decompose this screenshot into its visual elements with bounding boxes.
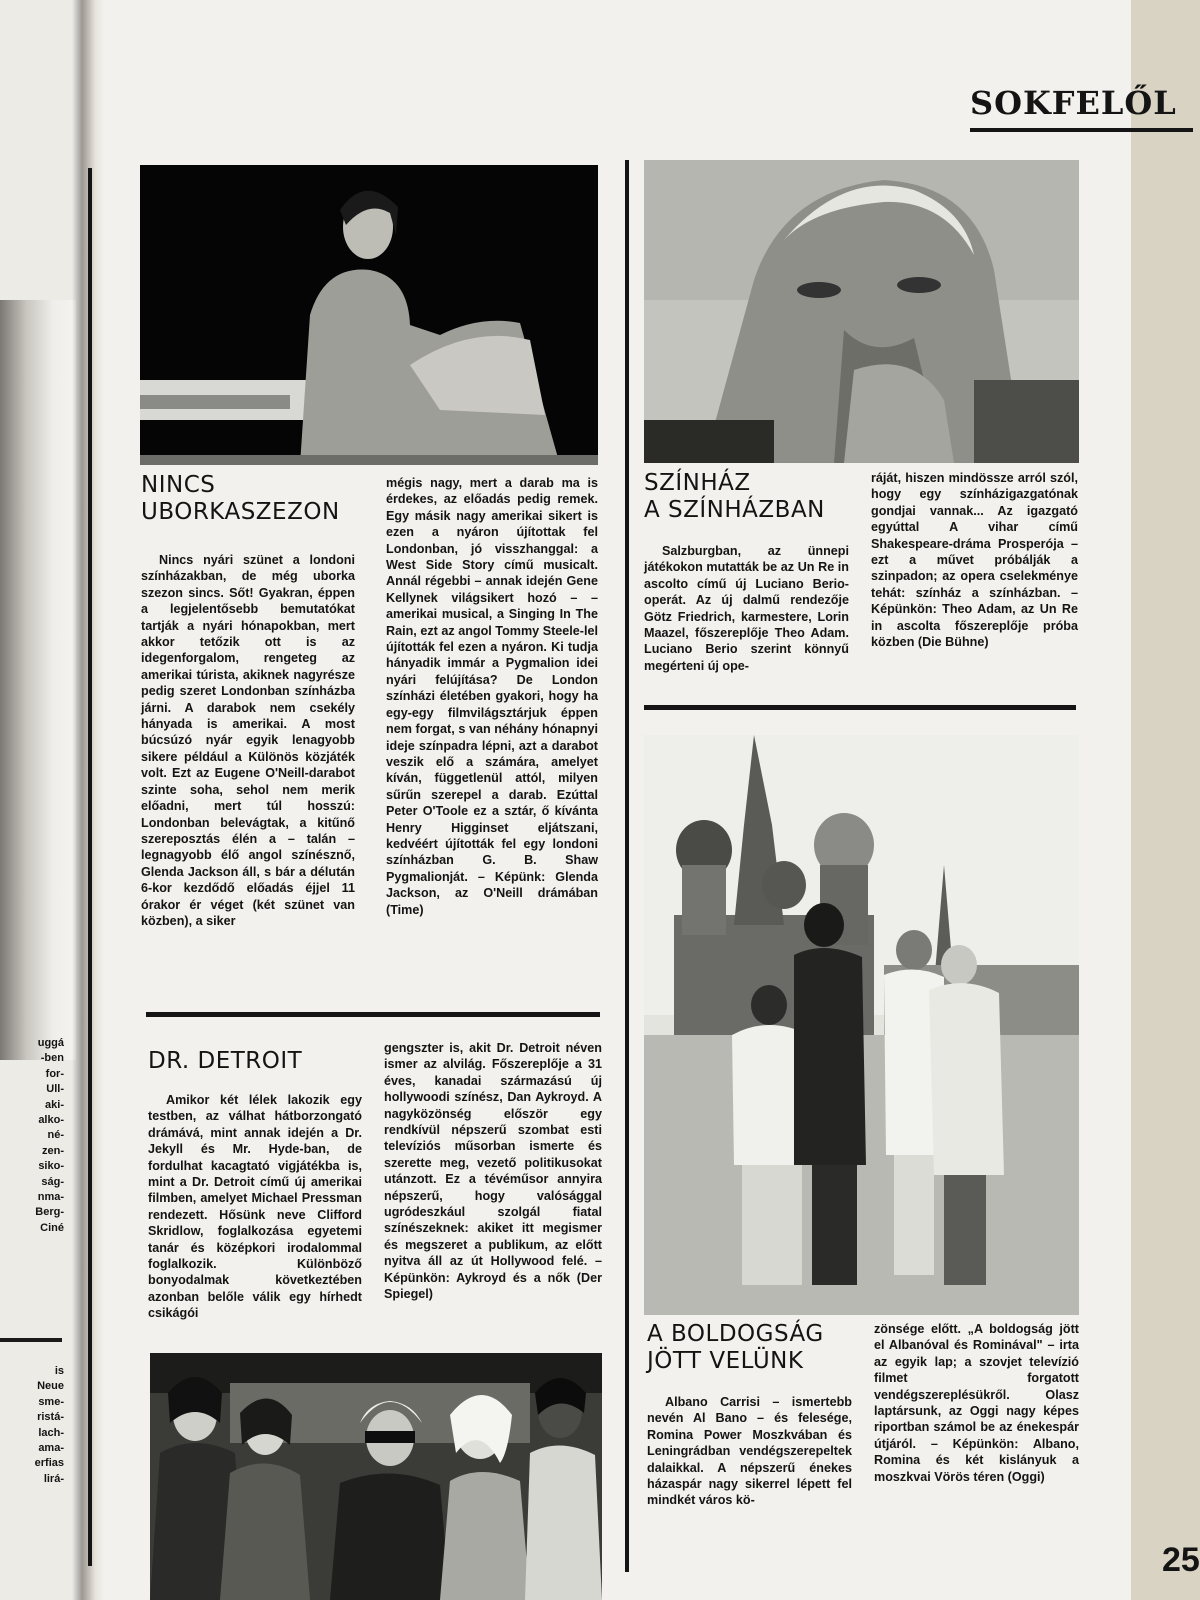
section-title: SOKFELŐL xyxy=(970,84,1177,122)
glenda-jackson-photo xyxy=(140,165,598,465)
article-body-szinhaz-col1: Salzburgban, az ünnepi játékokon mutatták be az Un Re in ascolto című új Luciano Berio-operát. Az új dalmű rendezője Götz Friedrich, karmestere, Lorin Maazel, főszereplője Theo Adam. Luciano Berio szerint könnyű megérteni új ope- xyxy=(644,544,849,673)
binding-gutter xyxy=(82,0,104,1600)
article-headline-dr-detroit: DR. DETROIT xyxy=(148,1048,303,1074)
page-number: 25 xyxy=(1162,1541,1200,1579)
article-body-dr-detroit-col1: Amikor két lélek lakozik egy testben, az válhat hátborzongató drámává, mint annak idején a Dr. Jekyll és Mr. Hyde-ban, de fordulhat kacagtató vigjátékba is, mint a Dr. Detroit című új amerikai filmben, amelyet Michael Pressman rendezett. Hősünk neve Clifford Skridlow, foglalkozása egyetemi tanár és középkori irodalommal foglalkozik. Különböző bonyodalmak következtében azonban belőle válik egy hírhedt csikágói xyxy=(148,1093,362,1321)
divider-rule xyxy=(146,1012,600,1017)
article-body-dr-detroit-col2: gengszter is, akit Dr. Detroit néven ismer az alvilág. Főszereplője a 31 éves, kanadai származású új hollywoodi színész, Dan Aykroyd. A nagyközönség először egy rendkívül népszerű szombat esti televíziós műsorban ismerte és szerette meg, vezető politikusokat utánzott. Ez a tévéműsor annyira népszerű, hogy valósággal ugródeszkául szolgál fiatal színészeknek: akiket itt megismer és megszeret a publikum, az előtt nyitva áll az út Hollywood felé. – Képünkön: Aykroyd és a nők (Der Spiegel) xyxy=(384,1041,602,1302)
article-body-boldogsag-col2: zönsége előtt. „A boldogság jött el Albanóval és Rominával" – irta az egyik lap; a szovjet televízió filmet forgatott vendégszereplésükről. Olasz laptársunk, az Oggi nagy képes riportban számol be az énekespár útjáról. – Képünkön: Albano, Romina és két kislányuk a moszkvai Vörös téren (Oggi) xyxy=(874,1322,1079,1484)
article-headline-szinhaz: SZÍNHÁZ A SZÍNHÁZBAN xyxy=(644,470,825,523)
article-headline-boldogsag: A BOLDOGSÁG JÖTT VELÜNK xyxy=(647,1321,824,1374)
red-square-photo xyxy=(644,735,1079,1315)
previous-page-rule xyxy=(0,1338,62,1342)
divider-rule-right xyxy=(644,705,1076,710)
theo-adam-photo xyxy=(644,160,1079,463)
magazine-page xyxy=(104,0,1200,1600)
article-headline-uborkaszezon: NINCS UBORKASZEZON xyxy=(141,472,340,525)
previous-page-text-top: uggá -ben for- Ull- aki- alko- né- zen- siko- ság- nma- Berg- Ciné xyxy=(35,1037,64,1234)
article-body-boldogsag-col1: Albano Carrisi – ismertebb nevén Al Bano – és felesége, Romina Power Moszkvában és Leningrádban vendégszerepeltek dalaikkal. A népszerű énekes házaspár nagy sikerrel lépett fel mindkét város kö- xyxy=(647,1395,852,1508)
section-title-rule xyxy=(970,128,1193,132)
article-body-uborkaszezon-col2: mégis nagy, mert a darab ma is érdekes, az előadás pedig remek. Egy másik nagy amerikai sikert is ezen a nyáron újítottak fel Londonban, jó visszhanggal: a West Side Story című musicalt. Annál régebbi – annak idején Gene Kellynek világsikert hozó – – amerikai musical, a Singing In The Rain, ezt az angol Tommy Steele-lel újították fel ezen a nyáron. Ki tudja hányadik immár a Pygmalion idei nyári felújítása? De London színházi életében gyakori, hogy ha egy-egy filmvilágsztárjuk éppen nem forgat, s van néhány hónapnyi ideje színpadra lépni, azt a darabot veszik elő a számára, amelyet kíván, függetlenül attól, milyen sűrűn szerepel a darab. Ezúttal Peter O'Toole ez a sztár, ő kívánta Henry Higginset eljátszani, kedvéért újították fel egy londoni színházban G. B. Shaw Pygmalionját. – Képünk: Glenda Jackson, az O'Neill drámában (Time) xyxy=(386,476,598,917)
dr-detroit-photo xyxy=(150,1353,602,1600)
article-body-uborkaszezon-col1: Nincs nyári szünet a londoni színházakban, de még uborka szezon sincs. Sőt! Gyakran, éppen a legjelentősebb bemutatókat tartják a nyári hónapokban, mert akkor tetőzik ott is az idegenforgalom, rengeteg az amerikai túrista, akiknek nagyrésze pedig szeret Londonban színházba járni. A darabok nem csekély hányada is amerikai. A most búcsúzó nyár egyik lenagyobb sikere például a Különös közjáték volt. Ezt az Eugene O'Neill-darabot szinte soha, sehol nem merik előadni, mert túl hosszú: Londonban belevágtak, a kitűnő szereposztás élén a – talán – legnagyobb élő angol színésznő, Glenda Jackson áll, s bár a délután 6-kor kezdődő előadás éjjel 11 órakor ér véget (két szünet van közben), a siker xyxy=(141,553,355,928)
left-column-rule xyxy=(88,168,92,1566)
article-body-szinhaz-col2: ráját, hiszen mindössze arról szól, hogy egy színházigazgatónak gondjai vannak... Az igazgató egyúttal A vihar című Shakespeare-dráma Prosperója – ezt a művet próbálják a szinpadon; az opera cselekménye tehát: színház a színházban. – Képünkön: Theo Adam, az Un Re in ascolta főszereplője próba közben (Die Bühne) xyxy=(871,471,1078,650)
previous-page-photo xyxy=(0,300,76,1060)
gutter-shadow xyxy=(72,0,82,1600)
center-column-rule xyxy=(625,160,629,1572)
previous-page-fragment xyxy=(0,0,84,1600)
previous-page-text-bottom: is Neue sme- ristá- lach- ama- erfias lirá- xyxy=(34,1365,64,1485)
